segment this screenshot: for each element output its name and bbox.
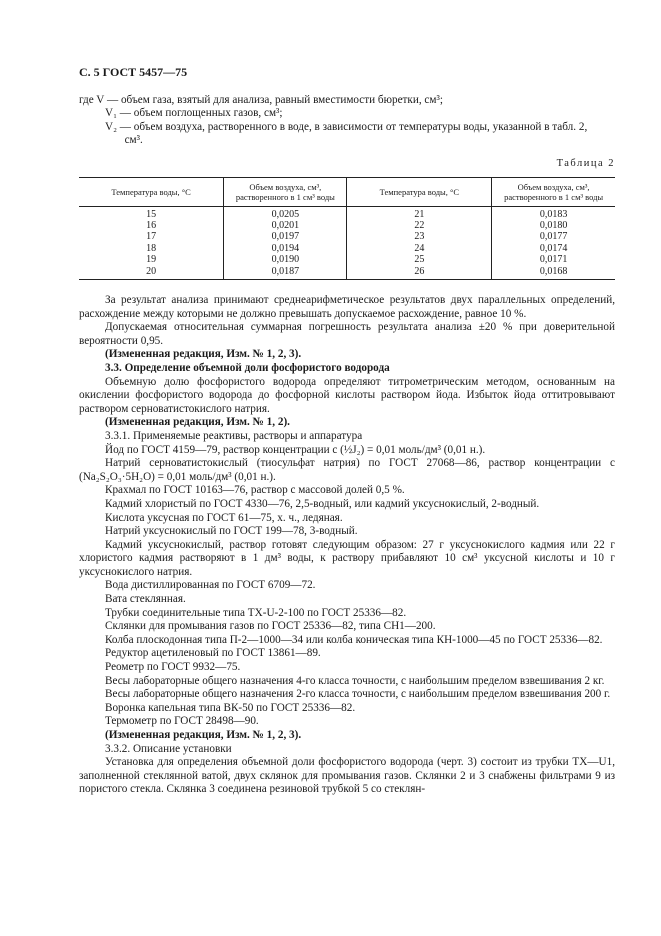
- bold-paragraph: (Измененная редакция, Изм. № 1, 2, 3).: [105, 729, 302, 741]
- table-row: [79, 254, 615, 265]
- paragraph: Йод по ГОСТ 4159—79, раствор концентрации c (½J₂) = 0,01 моль/дм³ (0,01 н.).: [105, 443, 486, 456]
- definition-lead: где: [79, 93, 94, 106]
- paragraph: 3.3.2. Описание установки: [105, 742, 232, 755]
- table-cell: 19: [146, 254, 157, 266]
- table-cell: 0,0190: [224, 254, 347, 265]
- table-cell: 15: [146, 208, 157, 220]
- table-cell: 17: [146, 231, 157, 243]
- variable-definitions: [79, 94, 615, 148]
- table-cell: 24: [347, 243, 492, 254]
- table-cell: 20: [79, 266, 224, 280]
- table-cell: 0,0171: [492, 254, 615, 265]
- column-header: Температура воды, °С: [79, 177, 224, 206]
- definition-lead: [79, 121, 105, 135]
- definition-text: V₁ — объем поглощенных газов, см³;: [105, 107, 283, 120]
- paragraph: Вода дистиллированная по ГОСТ 6709—72.: [105, 579, 316, 592]
- paragraph: Вата стеклянная.: [105, 593, 186, 606]
- paragraph: Установка для определения объемной доли фосфористого водорода (черт. 3) состоит из трубки ТХ—U1, заполненной стеклянной ватой, двух склянок для промывания газов. Склянки 2 и 3 снабжены фильтрами 9 из пористого стекла. Склянка 3 соединена резиновой трубкой 5 со стеклян-: [79, 756, 615, 796]
- bold-paragraph: (Измененная редакция, Изм. № 1, 2, 3).: [105, 348, 302, 361]
- paragraph: 3.3.1. Применяемые реактивы, растворы и аппаратура: [105, 429, 363, 442]
- paragraph: Натрий уксуснокислый по ГОСТ 199—78, 3-водный.: [105, 525, 358, 538]
- table-header-row: [79, 177, 615, 206]
- paragraph: Весы лабораторные общего назначения 4-го класса точности, с наибольшим пределом взвешивания 2 кг.: [105, 674, 605, 687]
- definition-line: [79, 94, 615, 108]
- paragraph: Объемную долю фосфористого водорода определяют титрометрическим методом, основанным на окислении фосфористого водорода до фосфорной кислоты раствором йода. Избыток йода оттитровывают раствором серноватистокислого натрия.: [79, 375, 615, 415]
- paragraph: Трубки соединительные типа ТХ-U-2-100 по ГОСТ 25336—82.: [105, 606, 407, 619]
- paragraph: Склянки для промывания газов по ГОСТ 25336—82, типа СН1—200.: [105, 620, 436, 633]
- definition-text: см³.: [105, 134, 143, 147]
- document-page: [79, 66, 615, 797]
- table-cell: 0,0205: [224, 206, 347, 220]
- definition-line: [79, 121, 615, 135]
- paragraph: Кадмий уксуснокислый, раствор готовят следующим образом: 27 г уксуснокислого кадмия или 22 г хлористого кадмия растворяют в 1 дм³ воды, к раствору прибавляют 10 см³ уксусной кислоты и 10 г уксуснокислого натрия.: [79, 538, 615, 578]
- air-solubility-table: [79, 177, 615, 280]
- definition-text: V₂ — объем воздуха, растворенного в воде, в зависимости от температуры воды, указанной в табл. 2,: [105, 120, 588, 133]
- paragraph: Весы лабораторные общего назначения 2-го класса точности, с наибольшим пределом взвешивания 200 г.: [105, 688, 611, 701]
- table-cell: 0,0187: [224, 266, 347, 280]
- table-row: [79, 206, 615, 220]
- table-row: [79, 220, 615, 231]
- bold-paragraph: (Измененная редакция, Изм. № 1, 2).: [105, 416, 290, 429]
- paragraph: Кислота уксусная по ГОСТ 61—75, х. ч., ледяная.: [105, 511, 343, 524]
- table-cell: 23: [347, 231, 492, 242]
- paragraph: За результат анализа принимают среднеарифметическое результатов двух параллельных определений, расхождение между которыми не должно превышать допускаемое расхождение, равное 10 %.: [79, 294, 615, 320]
- body-text: [79, 294, 615, 797]
- table-cell: 25: [347, 254, 492, 265]
- table-cell: 0,0183: [492, 206, 615, 220]
- table-cell: 0,0177: [492, 231, 615, 242]
- table-cell: 0,0174: [492, 243, 615, 254]
- table-cell: 0,0168: [492, 266, 615, 280]
- paragraph: Термометр по ГОСТ 28498—90.: [105, 715, 259, 728]
- table-row: [79, 266, 615, 280]
- definition-text: V — объем газа, взятый для анализа, равный вместимости бюретки, см³;: [93, 93, 443, 106]
- paragraph: Допускаемая относительная суммарная погрешность результата анализа ±20 % при доверительной вероятности 0,95.: [79, 321, 615, 347]
- table-caption: Таблица 2: [556, 157, 615, 169]
- paragraph: Воронка капельная типа ВК-50 по ГОСТ 25336—82.: [105, 701, 356, 714]
- column-header: Объем воздуха, см³, растворенного в 1 см³ воды: [492, 177, 615, 206]
- paragraph: Кадмий хлористый по ГОСТ 4330—76, 2,5-водный, или кадмий уксуснокислый, 2-водный.: [105, 497, 540, 510]
- table-cell: 22: [347, 220, 492, 231]
- definition-lead: [79, 107, 105, 121]
- paragraph: Крахмал по ГОСТ 10163—76, раствор с массовой долей 0,5 %.: [105, 484, 405, 497]
- definition-line: [79, 107, 615, 121]
- table-cell: 21: [347, 206, 492, 220]
- paragraph: Редуктор ацетиленовый по ГОСТ 13861—89.: [105, 647, 321, 660]
- definition-lead: [79, 134, 105, 148]
- bold-paragraph: 3.3. Определение объемной доли фосфористого водорода: [105, 361, 390, 374]
- table-cell: 0,0180: [492, 220, 615, 231]
- definition-line: [79, 134, 615, 148]
- table-cell: 26: [347, 266, 492, 280]
- table-cell: 18: [146, 242, 157, 254]
- table-cell: 0,0197: [224, 231, 347, 242]
- page-header: С. 5 ГОСТ 5457—75: [79, 65, 188, 79]
- table-row: [79, 243, 615, 254]
- paragraph: Реометр по ГОСТ 9932—75.: [105, 661, 241, 674]
- column-header: Температура воды, °С: [347, 177, 492, 206]
- table-row: [79, 231, 615, 242]
- paragraph: Колба плоскодонная типа П-2—1000—34 или колба коническая типа КН-1000—45 по ГОСТ 25336—82.: [105, 633, 603, 646]
- table-cell: 0,0194: [224, 243, 347, 254]
- table-cell: 0,0201: [224, 220, 347, 231]
- column-header: Объем воздуха, см³, растворенного в 1 см³ воды: [224, 177, 347, 206]
- table-cell: 16: [146, 219, 157, 231]
- paragraph: Натрий серноватистокислый (тиосульфат натрия) по ГОСТ 27068—86, раствор концентрации c (Na₂S₂O₃·5H₂O) = 0,01 моль/дм³ (0,01 н.).: [79, 457, 615, 483]
